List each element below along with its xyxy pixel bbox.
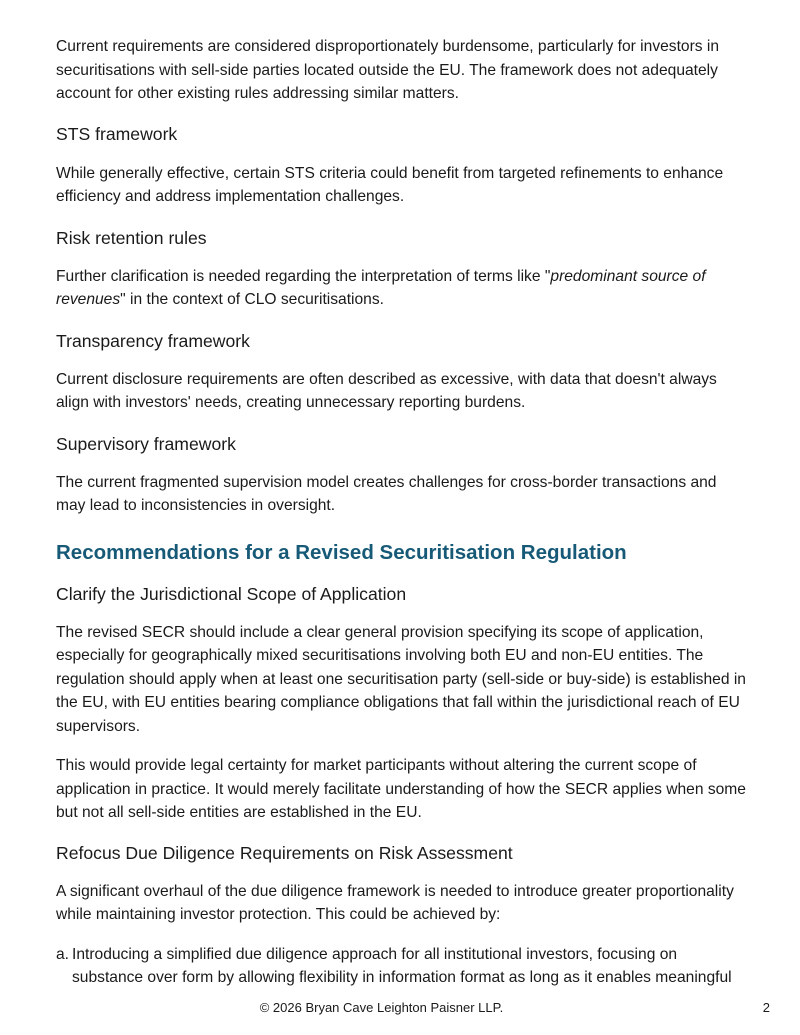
sts-heading: STS framework (56, 123, 178, 144)
sts-paragraph: While generally effective, certain STS criteria could benefit from targeted refinements to enhance efficiency and address implementation challenges. (56, 164, 724, 205)
supervisory-heading: Supervisory framework (56, 433, 236, 454)
risk-retention-text-start: Further clarification is needed regarding the interpretation of terms like " (56, 267, 551, 285)
document-page (56, 35, 746, 990)
due-diligence-heading: Refocus Due Diligence Requirements on Risk Assessment (56, 842, 513, 863)
jurisdiction-paragraph-1: The revised SECR should include a clear general provision specifying its scope of application, especially for geographically mixed securitisations involving both EU and non-EU entities. The regulation should apply when at least one securitisation party (sell-side or buy-side) is established in the EU, with EU entities bearing compliance obligations that fall within the jurisdictional reach of EU supervisors. (56, 623, 746, 735)
risk-retention-text-end: " in the context of CLO securitisations. (120, 291, 384, 308)
due-diligence-paragraph: A significant overhaul of the due diligence framework is needed to introduce greater proportionality while maintaining investor protection. This could be achieved by: (56, 882, 734, 923)
transparency-heading: Transparency framework (56, 330, 250, 351)
supervisory-paragraph: The current fragmented supervision model creates challenges for cross-border transactions and may lead to inconsistencies in oversight. (56, 473, 717, 514)
intro-paragraph: Current requirements are considered disproportionately burdensome, particularly for investors in securitisations with sell-side parties located outside the EU. The framework does not adequately account for other existing rules addressing similar matters. (56, 38, 720, 102)
transparency-paragraph: Current disclosure requirements are often described as excessive, with data that doesn't always align with investors' needs, creating unnecessary reporting burdens. (56, 370, 717, 411)
risk-retention-heading: Risk retention rules (56, 227, 207, 248)
due-diligence-list (56, 943, 746, 990)
list-item-text: Introducing a simplified due diligence approach for all institutional investors, focusing on substance over form by allowing flexibility in information format as long as it enables meaningful (72, 945, 732, 986)
jurisdiction-heading: Clarify the Jurisdictional Scope of Application (56, 583, 407, 604)
footer-copyright: © 2026 Bryan Cave Leighton Paisner LLP. (259, 1000, 504, 1015)
page-footer (0, 998, 800, 1018)
list-item-marker: a. (56, 945, 70, 963)
recommendations-heading: Recommendations for a Revised Securitisation Regulation (56, 540, 627, 564)
list-item (56, 943, 746, 990)
risk-retention-italic-term: predominant source of revenues (56, 267, 706, 308)
page-number: 2 (762, 1000, 770, 1015)
jurisdiction-paragraph-2: This would provide legal certainty for market participants without altering the current scope of application in practice. It would merely facilitate understanding of how the SECR applies when some but not all sell-side entities are established in the EU. (56, 757, 746, 821)
risk-retention-paragraph (56, 265, 746, 312)
